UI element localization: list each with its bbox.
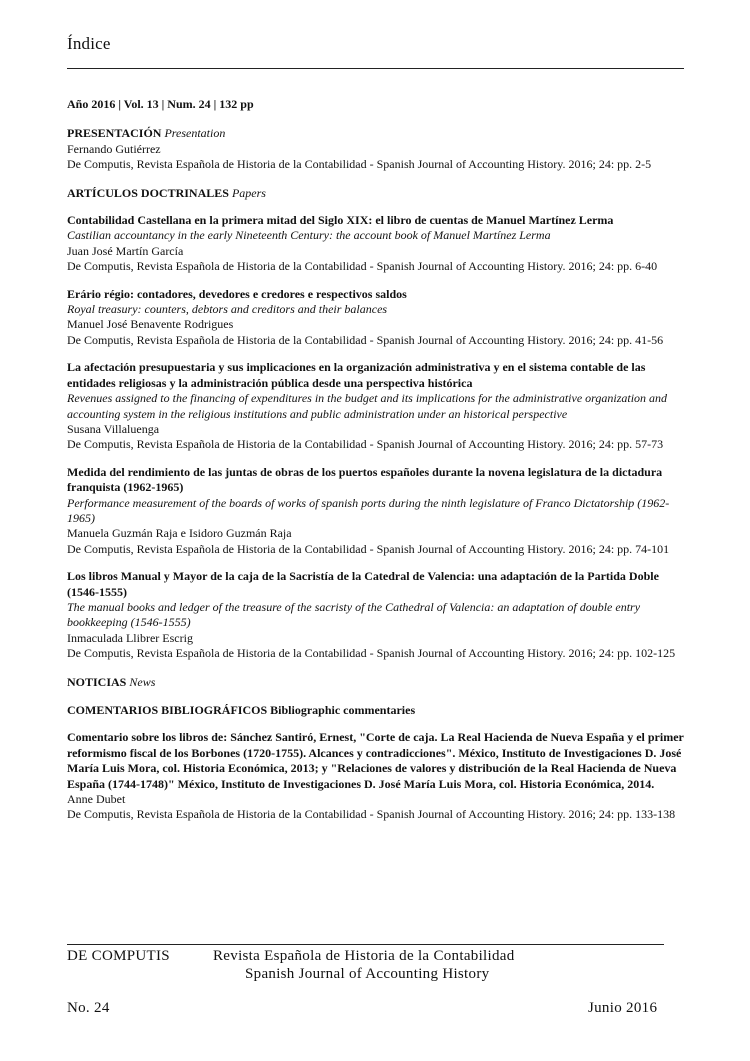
- article-title[interactable]: La afectación presupuestaria y sus implicaciones en la organización administrativa y en el sistema contable de las entidades religiosas y la administración pública desde una perspectiva histórica: [67, 360, 646, 390]
- section-heading-presentation: [67, 126, 687, 141]
- section-heading-news: [67, 675, 687, 690]
- article-entry: [67, 213, 687, 275]
- article-citation: De Computis, Revista Española de Historia de la Contabilidad - Spanish Journal of Accounting History. 2016; 24: pp. 57-73: [67, 437, 664, 452]
- reviews-section: [67, 703, 687, 823]
- section-label: ARTÍCULOS DOCTRINALES: [67, 185, 229, 200]
- section-label-en: Papers: [231, 185, 266, 200]
- article-entry: [67, 465, 687, 557]
- section-label-en: Presentation: [164, 126, 226, 141]
- article-entry: [67, 360, 687, 452]
- article-author: Fernando Gutiérrez: [67, 141, 161, 156]
- article-title[interactable]: Erário régio: contadores, devedores e credores e respectivos saldos: [67, 286, 407, 301]
- article-citation: De Computis, Revista Española de Historia de la Contabilidad - Spanish Journal of Accounting History. 2016; 24: pp. 2-5: [67, 157, 652, 172]
- issue-info: Año 2016 | Vol. 13 | Num. 24 | 132 pp: [67, 97, 254, 111]
- footer-divider: [67, 944, 664, 945]
- article-citation: De Computis, Revista Española de Historia de la Contabilidad - Spanish Journal of Accounting History. 2016; 24: pp. 6-40: [67, 259, 658, 274]
- article-author: Manuel José Benavente Rodrigues: [67, 317, 234, 332]
- table-of-contents: [67, 97, 687, 836]
- article-subtitle: The manual books and ledger of the treasure of the sacristy of the Cathedral of Valencia: an adaptation of double entry bookkeeping (1546-1555): [67, 599, 641, 630]
- article-subtitle: Revenues assigned to the financing of expenditures in the budget and its implications for the administrative organization and accounting system in the religious institutions and public administration under an historical perspective: [67, 391, 668, 421]
- footer-journal-name-es: Revista Española de Historia de la Contabilidad: [213, 948, 515, 964]
- article-author: Anne Dubet: [67, 792, 126, 807]
- article-author: Inmaculada Llibrer Escrig: [67, 630, 193, 645]
- article-title[interactable]: Medida del rendimiento de las juntas de obras de los puertos españoles durante la novena legislatura de la dictadura franquista (1962-1965): [67, 464, 663, 495]
- footer-journal: DE COMPUTIS: [67, 948, 170, 964]
- article-author: Susana Villaluenga: [67, 421, 160, 436]
- section-heading-papers: [67, 186, 687, 201]
- section-label: NOTICIAS: [67, 674, 127, 689]
- news-section: [67, 675, 687, 690]
- section-heading-reviews: COMENTARIOS BIBLIOGRÁFICOS Bibliographic commentaries: [67, 703, 416, 717]
- article-citation: De Computis, Revista Española de Historia de la Contabilidad - Spanish Journal of Accounting History. 2016; 24: pp. 133-138: [67, 807, 676, 822]
- article-entry: [67, 730, 687, 822]
- article-subtitle: Performance measurement of the boards of works of spanish ports during the ninth legislature of Franco Dictatorship (1962-1965): [67, 495, 670, 525]
- article-citation: De Computis, Revista Española de Historia de la Contabilidad - Spanish Journal of Accounting History. 2016; 24: pp. 41-56: [67, 332, 664, 347]
- article-title[interactable]: Comentario sobre los libros de: Sánchez Santiró, Ernest, "Corte de caja. La Real Hacienda de Nueva España y el primer reformismo fiscal de los Borbones (1720-1755). Alcances y contradicciones". México, Instituto de Investigaciones D. José María Luis Mora, col. Historia Económica, 2013; y "Relaciones de valores y distribución de la Real Hacienda de Nueva España (1744-1748)" México, Instituto de Investigaciones D. José María Luis Mora, col. Historia Económica, 2014.: [67, 730, 684, 791]
- footer-journal-name-en: Spanish Journal of Accounting History: [245, 966, 490, 982]
- article-title[interactable]: Los libros Manual y Mayor de la caja de la Sacristía de la Catedral de Valencia: una adaptación de la Partida Doble (1546-1555): [67, 569, 659, 599]
- papers-section: [67, 186, 687, 662]
- section-label: PRESENTACIÓN: [67, 126, 162, 141]
- article-citation: De Computis, Revista Española de Historia de la Contabilidad - Spanish Journal of Accounting History. 2016; 24: pp. 74-101: [67, 541, 670, 556]
- section-label-en: News: [129, 674, 156, 689]
- article-entry: [67, 287, 687, 349]
- article-title[interactable]: Contabilidad Castellana en la primera mitad del Siglo XIX: el libro de cuentas de Manuel Martínez Lerma: [67, 213, 614, 228]
- article-subtitle: Castilian accountancy in the early Nineteenth Century: the account book of Manuel Martínez Lerma: [67, 228, 551, 243]
- presentation-section: [67, 126, 687, 172]
- header-divider: [67, 68, 684, 69]
- article-entry: [67, 569, 687, 661]
- article-subtitle: Royal treasury: counters, debtors and creditors and their balances: [67, 302, 388, 317]
- footer-date: Junio 2016: [588, 1000, 658, 1016]
- article-author: Juan José Martín García: [67, 243, 184, 258]
- article-citation: De Computis, Revista Española de Historia de la Contabilidad - Spanish Journal of Accounting History. 2016; 24: pp. 102-125: [67, 646, 676, 661]
- footer-issue-number: No. 24: [67, 1000, 110, 1016]
- page-title: Índice: [67, 34, 111, 53]
- article-author: Manuela Guzmán Raja e Isidoro Guzmán Raja: [67, 526, 292, 541]
